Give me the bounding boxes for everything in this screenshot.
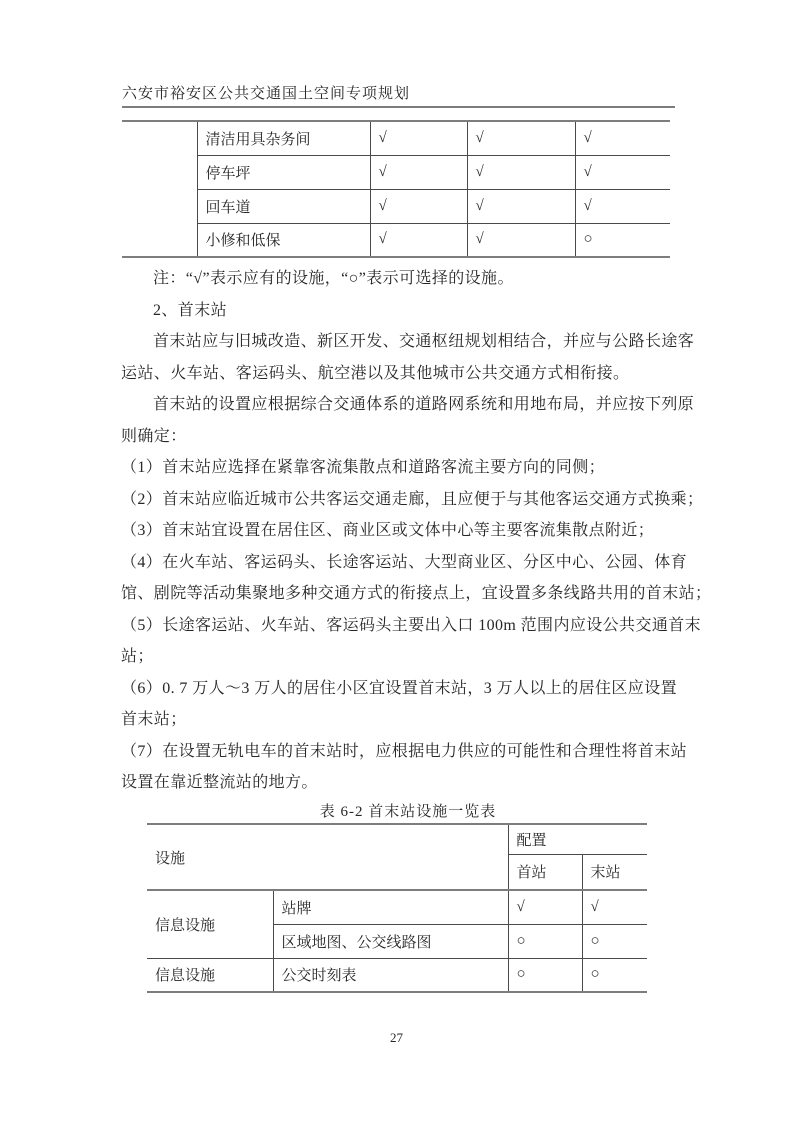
facility-label-cell: 回车道 [197, 189, 370, 223]
list-item-line: （1）首末站应选择在紧靠客流集散点和道路客流主要方向的同侧； [121, 459, 606, 476]
check-cell: √ [370, 189, 467, 223]
list-item-line: 站； [121, 648, 154, 665]
page-number: 27 [390, 1030, 403, 1045]
list-item-line: （2）首末站应临近城市公共客运交通走廊，且应便于与其他客运交通方式换乘； [121, 490, 704, 508]
check-cell: ○ [582, 958, 647, 992]
station-facilities-table [147, 823, 647, 993]
facility-label-cell: 小修和低保 [197, 223, 370, 257]
facilities-table-continued [122, 120, 670, 258]
check-cell: ○ [575, 223, 670, 257]
column-header-last-station: 末站 [582, 854, 647, 890]
facility-item-cell: 站牌 [273, 890, 508, 924]
table-note: 注：“√”表示应有的设施，“○”表示可选择的设施。 [153, 270, 514, 287]
check-cell: ○ [582, 924, 647, 958]
list-item-line: （5）长途客运站、火车站、客运码头主要出入口 100m 范围内应设公共交通首末 [121, 616, 702, 634]
check-cell: √ [467, 223, 575, 257]
check-cell: ○ [508, 924, 582, 958]
table-caption: 表 6-2 首末站设施一览表 [319, 804, 497, 820]
table-row [147, 890, 647, 924]
table-row [122, 223, 670, 257]
list-item-line: （4）在火车站、客运码头、长途客运站、大型商业区、分区中心、公园、体育 [121, 553, 688, 571]
check-cell: √ [575, 189, 670, 223]
check-cell: √ [508, 890, 582, 924]
body-text-block [121, 263, 712, 799]
section-heading: 2、首末站 [153, 301, 228, 319]
paragraph-line: 则确定： [121, 427, 187, 445]
paragraph-line: 首末站应与旧城改造、新区开发、交通枢纽规划相结合，并应与公路长途客 [153, 333, 695, 350]
table-continued-stub-cell [122, 121, 197, 257]
paragraph-line: 首末站的设置应根据综合交通体系的道路网系统和用地布局，并应按下列原 [153, 396, 695, 413]
check-cell: √ [370, 121, 467, 155]
check-cell: √ [370, 223, 467, 257]
facility-item-cell: 公交时刻表 [273, 958, 508, 992]
check-cell: √ [467, 121, 575, 155]
list-item-line: （3）首末站宜设置在居住区、商业区或文体中心等主要客流集散点附近； [121, 522, 655, 539]
facility-label-cell: 停车坪 [197, 155, 370, 189]
facility-item-cell: 区域地图、公交线路图 [273, 924, 508, 958]
check-cell: √ [582, 890, 647, 924]
facility-group-cell: 信息设施 [147, 890, 273, 958]
column-header-config: 配置 [508, 824, 647, 854]
list-item-line: （7）在设置无轨电车的首末站时，应根据电力供应的可能性和合理性将首末站 [121, 742, 688, 760]
check-cell: √ [370, 155, 467, 189]
check-cell: √ [575, 121, 670, 155]
column-header-facility: 设施 [147, 824, 508, 890]
table-row [122, 189, 670, 223]
table-row [147, 958, 647, 992]
table-header-row [147, 824, 647, 854]
table-row [122, 121, 670, 155]
header-rule [122, 106, 675, 108]
check-cell: √ [575, 155, 670, 189]
list-item-line: 设置在靠近整流站的地方。 [121, 774, 318, 791]
paragraph-line: 运站、火车站、客运码头、航空港以及其他城市公共交通方式相衔接。 [121, 364, 630, 382]
column-header-first-station: 首站 [508, 854, 582, 890]
check-cell: ○ [508, 958, 582, 992]
page-header-title: 六安市裕安区公共交通国土空间专项规划 [122, 86, 411, 102]
list-item-line: 馆、剧院等活动集聚地多种交通方式的衔接点上，宜设置多条线路共用的首末站； [121, 585, 712, 602]
check-cell: √ [467, 155, 575, 189]
list-item-line: （6）0. 7 万人～3 万人的居住小区宜设置首末站，3 万人以上的居住区应设置 [121, 679, 678, 697]
check-cell: √ [467, 189, 575, 223]
facility-label-cell: 清洁用具杂务间 [197, 121, 370, 155]
facility-group-cell: 信息设施 [155, 968, 216, 985]
table-row [122, 155, 670, 189]
list-item-line: 首末站； [121, 711, 187, 728]
